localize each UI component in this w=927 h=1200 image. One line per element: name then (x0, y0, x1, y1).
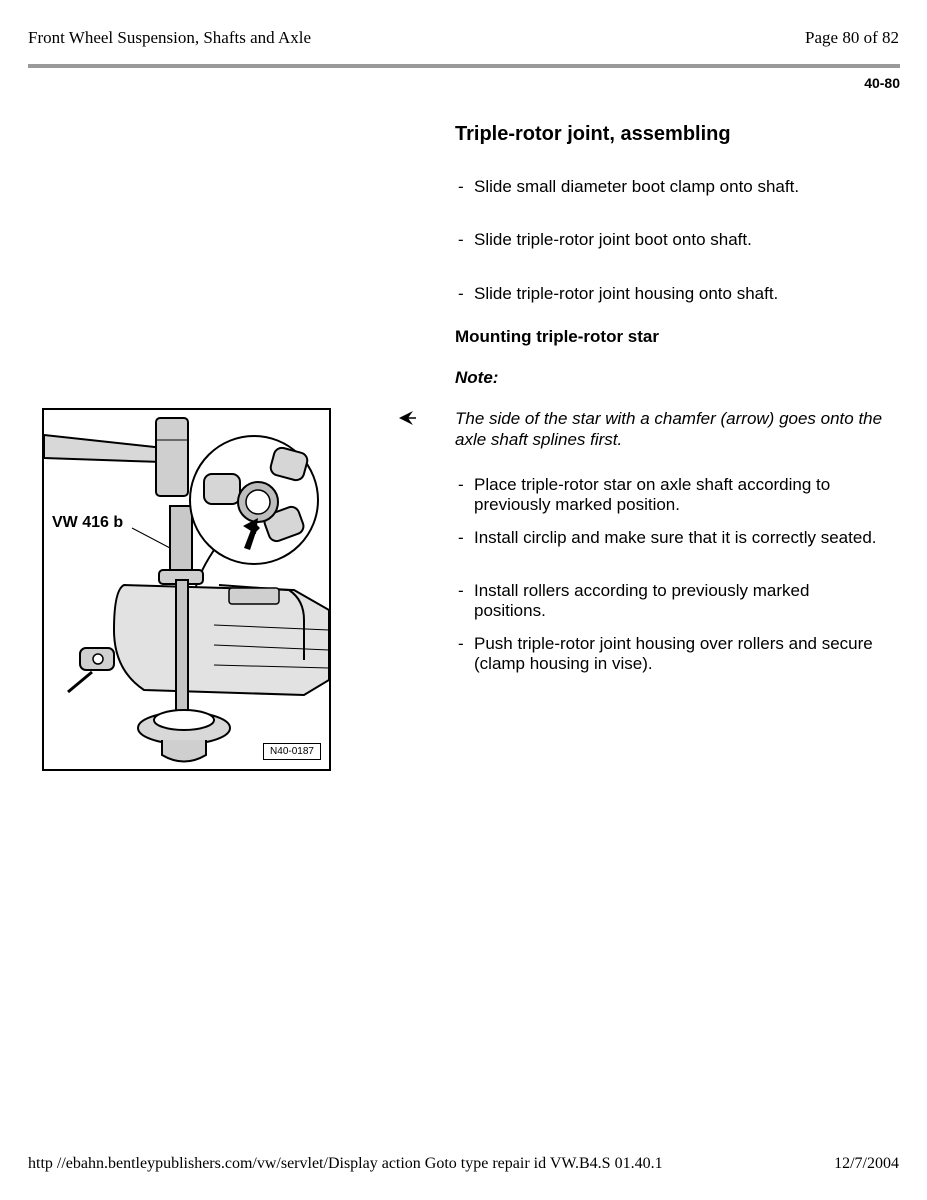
step-text: Slide triple-rotor joint housing onto shaft. (474, 284, 779, 303)
assembly-drawing (44, 410, 329, 769)
list-item (458, 581, 878, 621)
list-dash: - (458, 634, 464, 653)
step-text: Slide small diameter boot clamp onto shaft. (474, 177, 800, 196)
list-dash: - (458, 581, 464, 600)
list-item (458, 528, 878, 548)
page-code: 40-80 (864, 75, 900, 91)
list-item (458, 284, 878, 304)
subheading: Mounting triple-rotor star (455, 327, 659, 346)
figure-code: N40-0187 (263, 743, 321, 760)
step-text: Install circlip and make sure that it is correctly seated. (474, 528, 877, 547)
list-dash: - (458, 230, 464, 249)
step-text: Slide triple-rotor joint boot onto shaft. (474, 230, 752, 249)
left-pointing-arrow-icon (397, 410, 417, 426)
list-item (458, 230, 878, 250)
list-dash: - (458, 528, 464, 547)
step-text: Place triple-rotor star on axle shaft according to previously marked position. (474, 475, 831, 514)
tool-label: VW 416 b (52, 514, 124, 531)
list-dash: - (458, 475, 464, 494)
list-dash: - (458, 177, 464, 196)
footer-url: http //ebahn.bentleypublishers.com/vw/servlet/Display action Goto type repair id VW.B4.S 01.40.1 (28, 1155, 663, 1172)
page-title: Triple-rotor joint, assembling (455, 123, 731, 145)
header-divider (28, 64, 900, 68)
list-dash: - (458, 284, 464, 303)
step-text: Install rollers according to previously marked positions. (474, 581, 810, 620)
step-text: Push triple-rotor joint housing over rollers and secure (clamp housing in vise). (474, 634, 873, 673)
technical-illustration (42, 408, 331, 771)
section-title: Front Wheel Suspension, Shafts and Axle (28, 28, 311, 47)
page-footer (28, 1155, 899, 1173)
note-text: The side of the star with a chamfer (arrow) goes onto the axle shaft splines first. (455, 409, 883, 449)
list-item (458, 177, 878, 197)
note-label: Note: (455, 368, 499, 387)
list-item (458, 475, 878, 515)
list-item (458, 634, 878, 674)
page-indicator: Page 80 of 82 (805, 28, 899, 47)
footer-date: 12/7/2004 (834, 1155, 899, 1172)
